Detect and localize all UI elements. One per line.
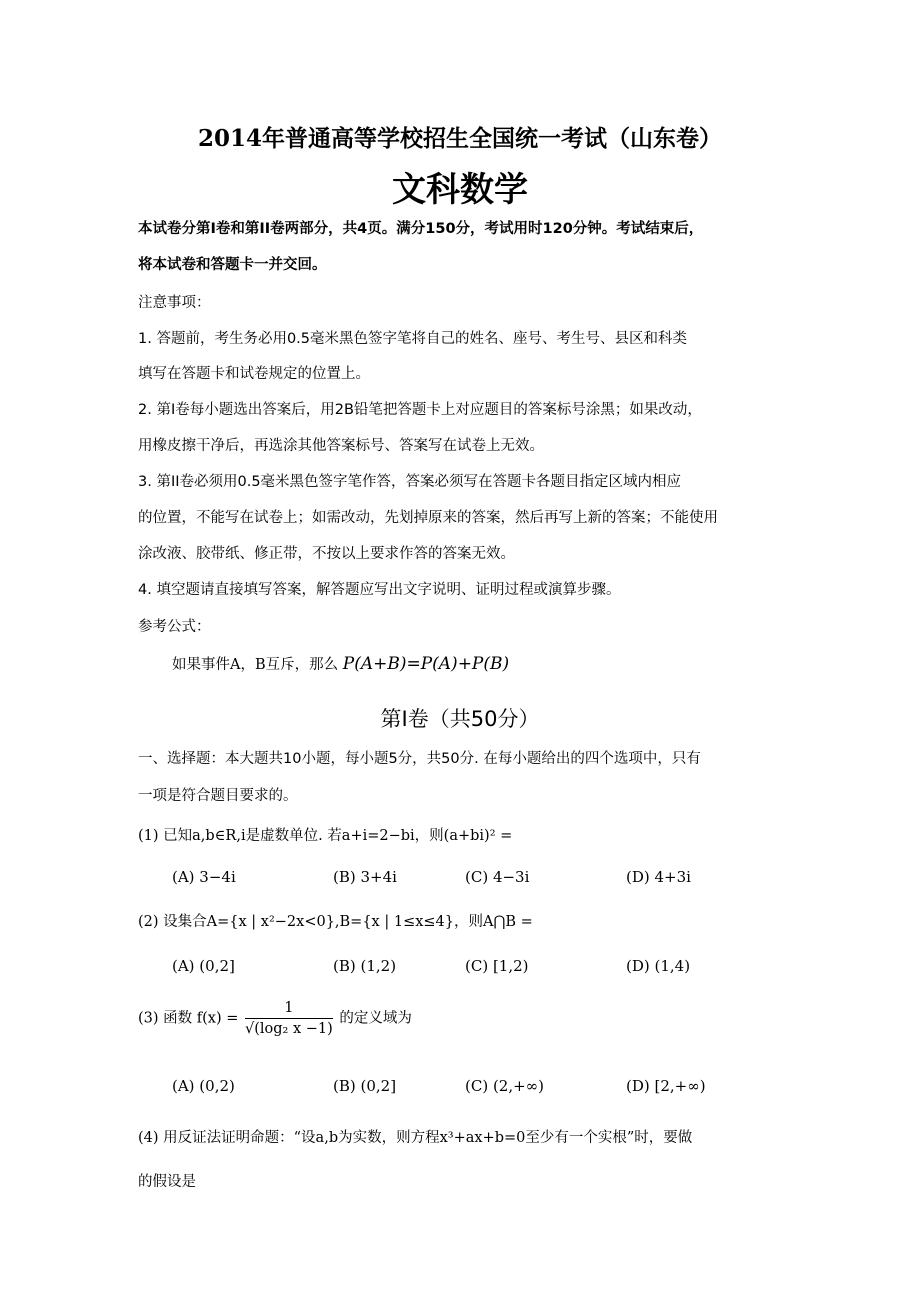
note-1b: 填写在答题卡和试卷规定的位置上。: [138, 366, 370, 382]
note-3c: 涂改液、胶带纸、修正带，不按以上要求作答的答案无效。: [138, 546, 515, 562]
question-2-stem: (2) 设集合A={x | x²−2x<0},B={x | 1≤x≤4}，则A⋂B =: [138, 914, 533, 930]
note-1a: 1. 答题前，考生务必用0.5毫米黑色签字笔将自己的姓名、座号、考生号、县区和科类: [138, 331, 688, 347]
note-2a: 2. 第Ⅰ卷每小题选出答案后，用2B铅笔把答题卡上对应题目的答案标号涂黑；如果改动，: [138, 402, 702, 418]
exam-title: 2014年普通高等学校招生全国统一考试（山东卷）: [197, 125, 722, 152]
section-desc-1: 一、选择题：本大题共10小题，每小题5分，共50分. 在每小题给出的四个选项中，只有: [138, 751, 701, 767]
formula-prefix: 如果事件A，B互斥，那么: [172, 657, 339, 673]
q3-option-a: (A) (0,2): [172, 1077, 235, 1095]
q1-option-d: (D) 4+3i: [626, 868, 691, 886]
notes-heading: 注意事项：: [138, 295, 211, 311]
question-1-stem: (1) 已知a,b∈R,i是虚数单位. 若a+i=2−bi，则(a+bi)² =: [138, 828, 513, 844]
q1-option-b: (B) 3+4i: [333, 868, 397, 886]
q3-option-c: (C) (2,+∞): [465, 1077, 545, 1095]
q3-stem-prefix: (3) 函数 f(x) =: [138, 1010, 239, 1027]
q2-option-d: (D) (1,4): [626, 957, 691, 975]
formula-heading: 参考公式：: [138, 619, 211, 635]
formula-line: [172, 653, 822, 674]
note-3b: 的位置，不能写在试卷上；如需改动，先划掉原来的答案，然后再写上新的答案；不能使用: [138, 510, 718, 526]
q2-option-a: (A) (0,2]: [172, 957, 235, 975]
q3-fraction: [245, 1000, 333, 1037]
section-title: 第Ⅰ卷（共50分）: [380, 707, 540, 731]
note-4: 4. 填空题请直接填写答案，解答题应写出文字说明、证明过程或演算步骤。: [138, 582, 621, 598]
formula-expression: P(A+B)=P(A)+P(B): [342, 654, 510, 674]
intro-line-1: 本试卷分第Ⅰ卷和第II卷两部分，共4页。满分150分，考试用时120分钟。考试结束后，: [138, 221, 704, 237]
q1-option-c: (C) 4−3i: [465, 868, 530, 886]
exam-subject: 文科数学: [392, 170, 528, 210]
intro-line-2: 将本试卷和答题卡一并交回。: [138, 257, 327, 273]
question-4-stem: (4) 用反证法证明命题：“设a,b为实数，则方程x³+ax+b=0至少有一个实根”时，要做: [138, 1130, 693, 1146]
q3-frac-denominator: √(log₂ x −1): [244, 1021, 333, 1037]
q1-option-a: (A) 3−4i: [172, 868, 236, 886]
note-3a: 3. 第II卷必须用0.5毫米黑色签字笔作答，答案必须写在答题卡各题目指定区域内相应: [138, 474, 682, 490]
q2-option-c: (C) [1,2): [465, 957, 529, 975]
q3-option-b: (B) (0,2]: [333, 1077, 397, 1095]
q3-option-d: (D) [2,+∞): [626, 1077, 706, 1095]
note-2b: 用橡皮擦干净后，再选涂其他答案标号、答案写在试卷上无效。: [138, 438, 544, 454]
question-4-stem-2: 的假设是: [138, 1174, 196, 1190]
section-desc-2: 一项是符合题目要求的。: [138, 788, 298, 804]
q3-frac-numerator: 1: [245, 1000, 333, 1019]
question-3-stem: [138, 1000, 788, 1037]
q2-option-b: (B) (1,2): [333, 957, 397, 975]
q3-stem-suffix: 的定义域为: [339, 1010, 412, 1027]
